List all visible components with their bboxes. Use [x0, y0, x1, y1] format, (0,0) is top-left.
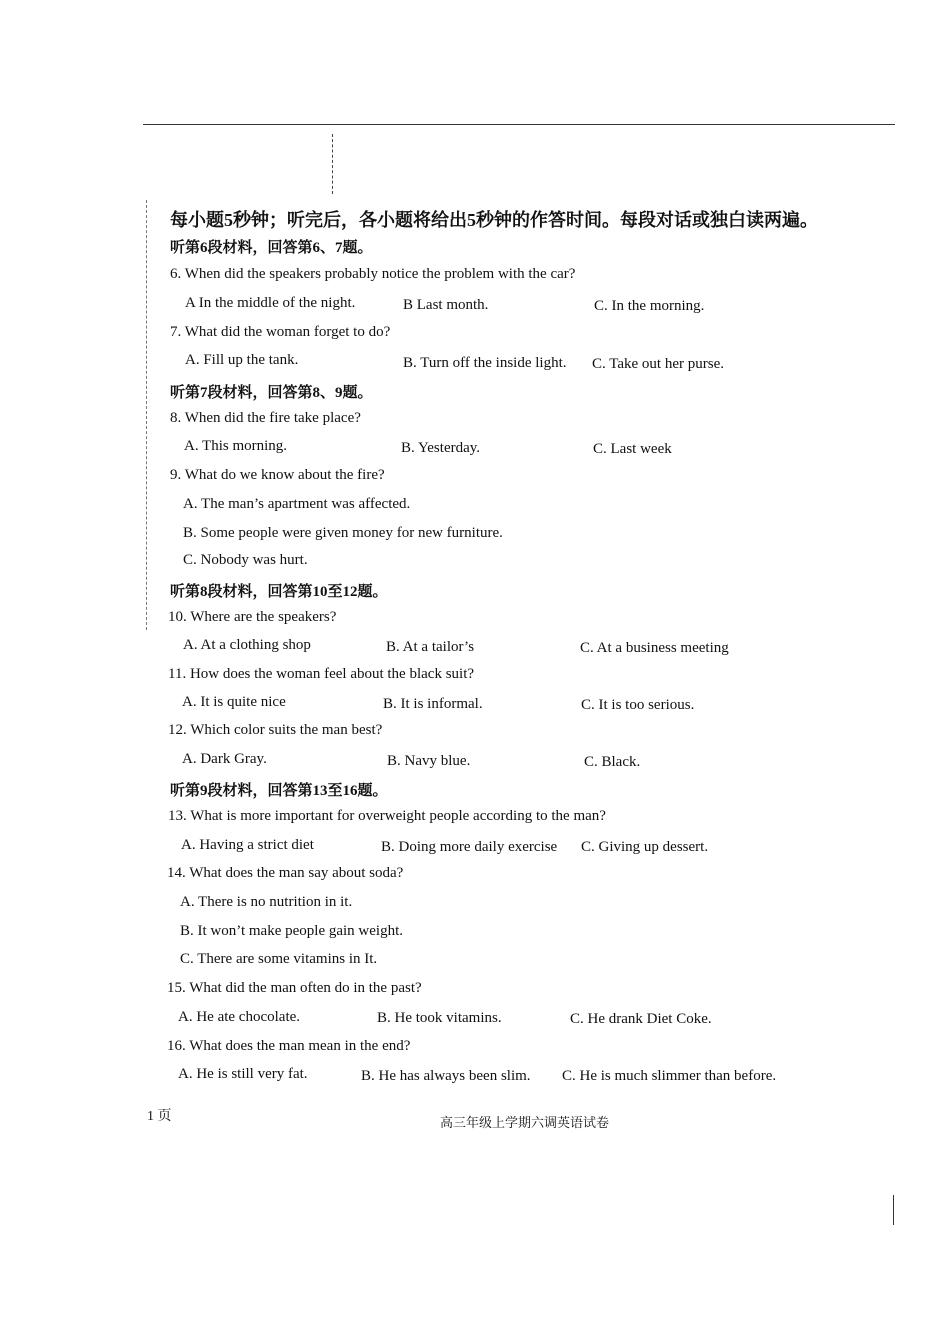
question-6-option-b: B Last month.: [403, 297, 489, 313]
header-rule: [143, 124, 895, 125]
question-13: 13. What is more important for overweight people according to the man?: [168, 808, 606, 824]
section-heading-8: 听第8段材料，回答第10至12题。: [170, 584, 388, 600]
question-6: 6. When did the speakers probably notice the problem with the car?: [170, 266, 576, 282]
question-11-option-b: B. It is informal.: [383, 696, 483, 712]
question-7-option-c: C. Take out her purse.: [592, 356, 724, 372]
question-16-option-b: B. He has always been slim.: [361, 1068, 531, 1084]
question-15-option-b: B. He took vitamins.: [377, 1010, 502, 1026]
question-15: 15. What did the man often do in the past?: [167, 980, 422, 996]
question-9-option-b: B. Some people were given money for new furniture.: [183, 525, 503, 541]
question-7-option-a: A. Fill up the tank.: [185, 352, 299, 368]
question-10-option-a: A. At a clothing shop: [183, 637, 311, 653]
question-8-option-c: C. Last week: [593, 441, 672, 457]
instructions-intro: 每小题5秒钟；听完后，各小题将给出5秒钟的作答时间。每段对话或独白读两遍。: [170, 210, 818, 230]
question-10: 10. Where are the speakers?: [168, 609, 337, 625]
question-16: 16. What does the man mean in the end?: [167, 1038, 411, 1054]
question-9-option-a: A. The man’s apartment was affected.: [183, 496, 411, 512]
question-8-option-a: A. This morning.: [184, 438, 288, 454]
question-12-option-b: B. Navy blue.: [387, 753, 471, 769]
page-number: 1 页: [147, 1109, 172, 1124]
question-16-option-a: A. He is still very fat.: [178, 1066, 308, 1082]
question-12-option-a: A. Dark Gray.: [182, 751, 267, 767]
question-11: 11. How does the woman feel about the black suit?: [168, 666, 475, 682]
section-heading-7: 听第7段材料，回答第8、9题。: [170, 385, 373, 401]
question-12: 12. Which color suits the man best?: [168, 722, 383, 738]
question-11-option-c: C. It is too serious.: [581, 697, 695, 713]
question-7: 7. What did the woman forget to do?: [170, 324, 391, 340]
margin-line: [146, 200, 147, 630]
question-14-option-b: B. It won’t make people gain weight.: [180, 923, 404, 939]
binding-fold-mark: [332, 134, 333, 194]
question-7-option-b: B. Turn off the inside light.: [403, 355, 567, 371]
question-15-option-c: C. He drank Diet Coke.: [570, 1011, 712, 1027]
question-14-option-c: C. There are some vitamins in It.: [180, 951, 378, 967]
exam-title: 高三年级上学期六调英语试卷: [440, 1115, 610, 1130]
question-13-option-b: B. Doing more daily exercise: [381, 839, 558, 855]
question-6-option-c: C. In the morning.: [594, 298, 705, 314]
question-15-option-a: A. He ate chocolate.: [178, 1009, 301, 1025]
question-8: 8. When did the fire take place?: [170, 410, 361, 426]
question-12-option-c: C. Black.: [584, 754, 641, 770]
section-heading-9: 听第9段材料，回答第13至16题。: [170, 783, 388, 799]
question-8-option-b: B. Yesterday.: [401, 440, 481, 456]
question-13-option-c: C. Giving up dessert.: [581, 839, 709, 855]
question-6-option-a: A In the middle of the night.: [185, 295, 356, 311]
question-13-option-a: A. Having a strict diet: [181, 837, 314, 853]
page-edge-mark: [893, 1195, 894, 1225]
question-10-option-c: C. At a business meeting: [580, 640, 729, 656]
question-14: 14. What does the man say about soda?: [167, 865, 404, 881]
question-11-option-a: A. It is quite nice: [182, 694, 286, 710]
question-9-option-c: C. Nobody was hurt.: [183, 552, 308, 568]
question-14-option-a: A. There is no nutrition in it.: [180, 894, 353, 910]
question-10-option-b: B. At a tailor’s: [386, 639, 475, 655]
question-9: 9. What do we know about the fire?: [170, 467, 385, 483]
question-16-option-c: C. He is much slimmer than before.: [562, 1068, 777, 1084]
section-heading-6: 听第6段材料，回答第6、7题。: [170, 240, 373, 256]
